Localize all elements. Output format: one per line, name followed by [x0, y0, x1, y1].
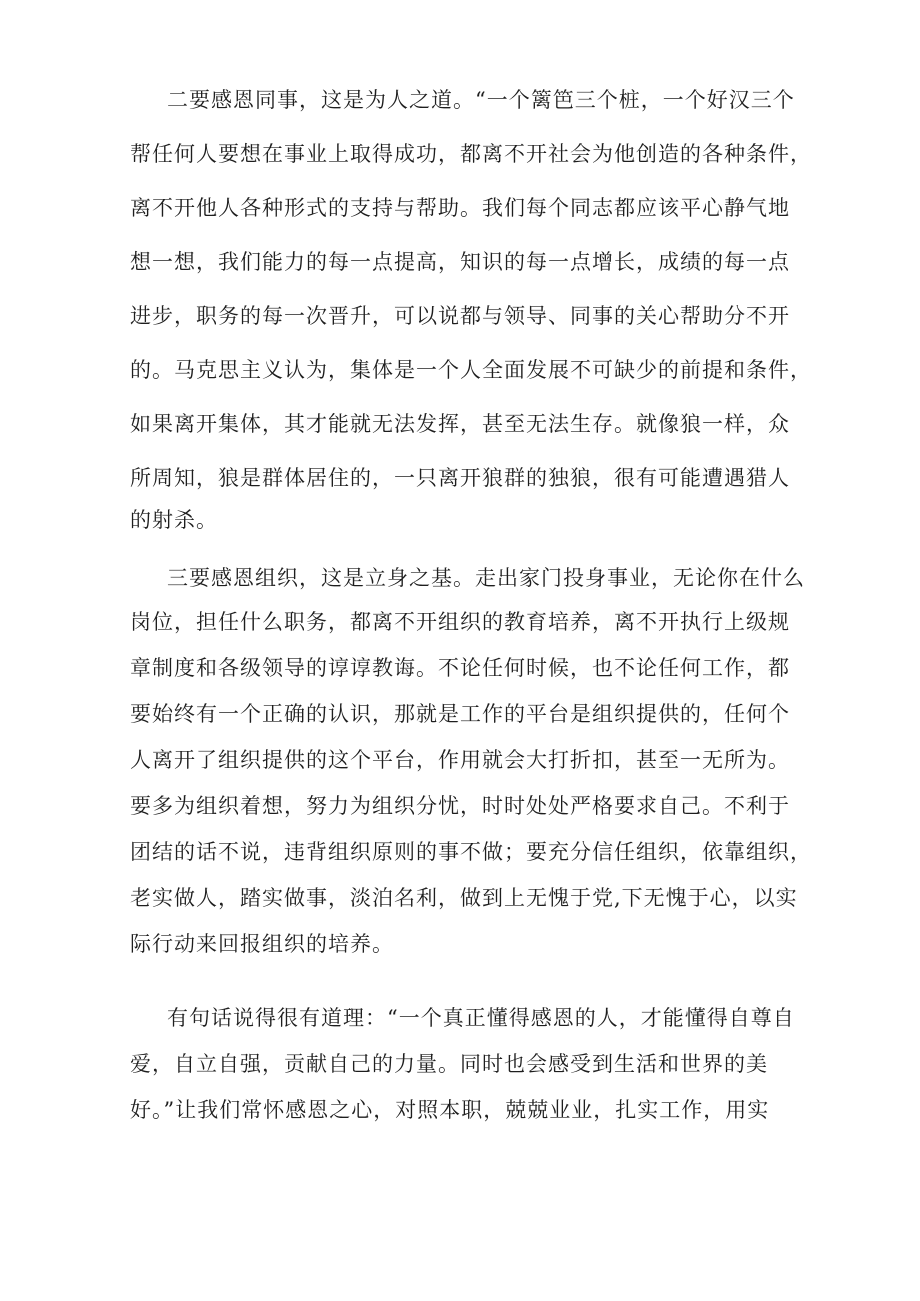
paragraph-1-line-3: 离不开他人各种形式的支持与帮助。我们每个同志都应该平心静气地	[130, 196, 790, 220]
paragraph-2-line-3: 章制度和各级领导的谆谆教诲。不论任何时候，也不论任何工作，都	[130, 656, 790, 680]
paragraph-1-line-7: 如果离开集体，其才能就无法发挥，甚至无法生存。就像狼一样，众	[130, 412, 790, 436]
paragraph-1-line-6: 的。马克思主义认为，集体是一个人全面发展不可缺少的前提和条件，	[130, 358, 812, 382]
paragraph-1-line-5: 进步，职务的每一次晋升，可以说都与领导、同事的关心帮助分不开	[130, 304, 790, 328]
paragraph-1-line-1: 二要感恩同事，这是为人之道。“一个篱笆三个桩，一个好汉三个	[167, 88, 795, 112]
paragraph-2-line-5: 人离开了组织提供的这个平台，作用就会大打折扣，甚至一无所为。	[130, 748, 790, 772]
paragraph-2-line-6: 要多为组织着想，努力为组织分忧，时时处处严格要求自己。不利于	[130, 794, 790, 818]
paragraph-1-line-4: 想一想，我们能力的每一点提高，知识的每一点增长，成绩的每一点	[130, 250, 790, 274]
paragraph-2-line-9: 际行动来回报组织的培养。	[130, 932, 394, 956]
paragraph-1-line-9: 的射杀。	[130, 508, 218, 532]
paragraph-2-line-4: 要始终有一个正确的认识，那就是工作的平台是组织提供的，任何个	[130, 702, 790, 726]
paragraph-3-line-3: 好。”让我们常怀感恩之心，对照本职，兢兢业业，扎实工作，用实	[130, 1098, 770, 1122]
paragraph-1-line-8: 所周知，狼是群体居住的，一只离开狼群的独狼，很有可能遭遇猎人	[130, 466, 790, 490]
paragraph-2-line-1: 三要感恩组织，这是立身之基。走出家门投身事业，无论你在什么	[167, 566, 805, 590]
paragraph-2-line-2: 岗位，担任什么职务，都离不开组织的教育培养，离不开执行上级规	[130, 610, 790, 634]
paragraph-2-line-7: 团结的话不说，违背组织原则的事不做；要充分信任组织，依靠组织，	[130, 840, 812, 864]
paragraph-2-line-8: 老实做人，踏实做事，淡泊名利，做到上无愧于党,下无愧于心，以实	[130, 886, 798, 910]
paragraph-3-line-1: 有句话说得很有道理：“一个真正懂得感恩的人，才能懂得自尊自	[167, 1006, 795, 1030]
paragraph-3-line-2: 爱，自立自强，贡献自己的力量。同时也会感受到生活和世界的美	[130, 1052, 768, 1076]
paragraph-1-line-2: 帮任何人要想在事业上取得成功，都离不开社会为他创造的各种条件，	[130, 142, 812, 166]
